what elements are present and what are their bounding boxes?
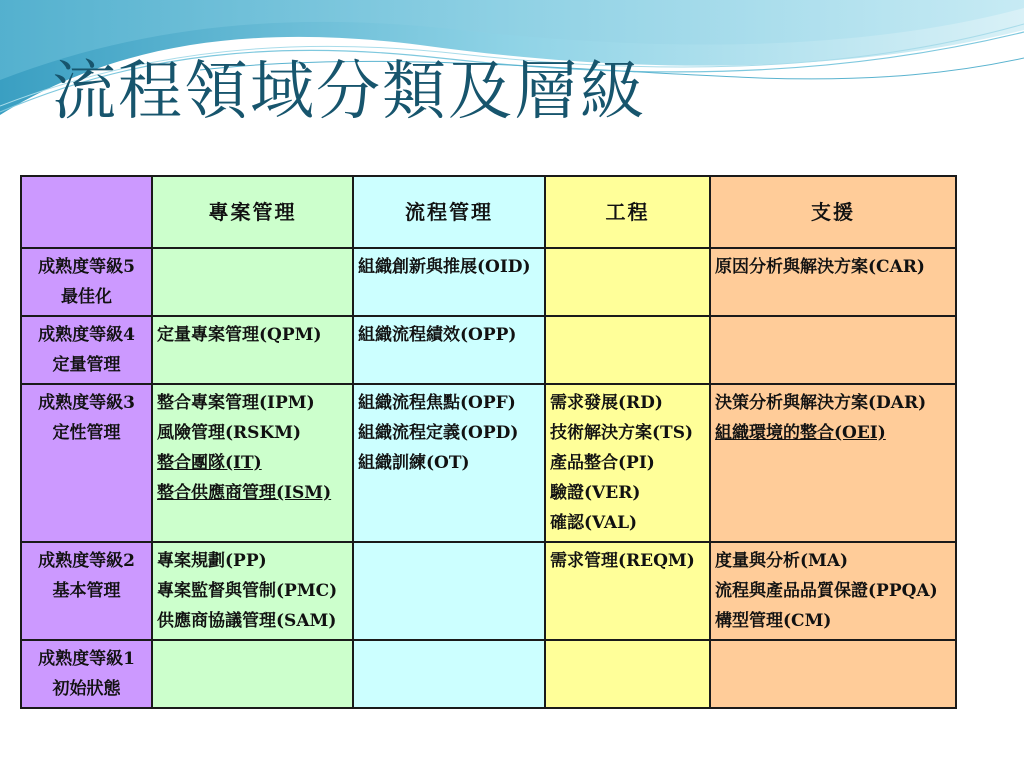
support-cell (710, 384, 956, 542)
process-area-item: 專案規劃(PP) (157, 551, 267, 571)
engineering-cell (545, 640, 710, 708)
header-row (21, 176, 956, 248)
table-row (21, 316, 956, 384)
maturity-level-name: 成熟度等級5 (38, 257, 135, 277)
table-row (21, 542, 956, 640)
header-corner (21, 176, 152, 248)
support-cell (710, 542, 956, 640)
maturity-level-label: 定量管理 (52, 355, 121, 375)
project-management-cell (152, 640, 353, 708)
process-area-item: 整合專案管理(IPM) (157, 393, 315, 413)
process-area-item: 專案監督與管制(PMC) (157, 581, 338, 601)
header-process-management: 流程管理 (353, 176, 545, 248)
process-management-cell (353, 248, 545, 316)
maturity-level-label: 最佳化 (61, 287, 112, 307)
project-management-cell (152, 316, 353, 384)
engineering-cell (545, 384, 710, 542)
process-area-item: 決策分析與解決方案(DAR) (715, 393, 927, 413)
process-area-item: 流程與產品品質保證(PPQA) (715, 581, 938, 601)
table-row (21, 384, 956, 542)
maturity-level-label: 定性管理 (52, 423, 121, 443)
maturity-level-cell (21, 316, 152, 384)
process-area-item: 驗證(VER) (550, 483, 641, 503)
maturity-level-name: 成熟度等級3 (38, 393, 135, 413)
maturity-level-cell (21, 542, 152, 640)
process-area-item: 風險管理(RSKM) (157, 423, 302, 443)
process-area-item: 原因分析與解決方案(CAR) (715, 257, 925, 277)
process-management-cell (353, 384, 545, 542)
support-cell (710, 316, 956, 384)
project-management-cell (152, 248, 353, 316)
process-area-item: 度量與分析(MA) (715, 551, 849, 571)
process-area-item: 整合團隊(IT) (157, 453, 262, 473)
header-engineering: 工程 (545, 176, 710, 248)
maturity-level-cell (21, 248, 152, 316)
process-area-item: 組織訓練(OT) (358, 453, 470, 473)
process-area-item: 定量專案管理(QPM) (157, 325, 322, 345)
engineering-cell (545, 542, 710, 640)
maturity-level-name: 成熟度等級4 (38, 325, 135, 345)
engineering-cell (545, 248, 710, 316)
process-area-item: 組織流程績效(OPP) (358, 325, 517, 345)
process-area-item: 構型管理(CM) (715, 611, 832, 631)
project-management-cell (152, 542, 353, 640)
process-area-item: 需求發展(RD) (550, 393, 663, 413)
process-area-item: 需求管理(REQM) (550, 551, 695, 571)
process-area-item: 供應商協議管理(SAM) (157, 611, 337, 631)
header-support: 支援 (710, 176, 956, 248)
table-row (21, 248, 956, 316)
table-row (21, 640, 956, 708)
maturity-level-label: 基本管理 (52, 581, 121, 601)
process-management-cell (353, 640, 545, 708)
process-area-item: 確認(VAL) (550, 513, 638, 533)
process-management-cell (353, 316, 545, 384)
process-area-item: 組織創新與推展(OID) (358, 257, 531, 277)
maturity-level-cell (21, 384, 152, 542)
process-area-item: 產品整合(PI) (550, 453, 655, 473)
process-area-matrix (20, 175, 957, 709)
slide-title: 流程領域分類及層級 (52, 55, 646, 129)
support-cell (710, 248, 956, 316)
maturity-level-cell (21, 640, 152, 708)
support-cell (710, 640, 956, 708)
maturity-level-label: 初始狀態 (52, 679, 121, 699)
maturity-level-name: 成熟度等級1 (38, 649, 135, 669)
process-area-item: 技術解決方案(TS) (550, 423, 694, 443)
process-management-cell (353, 542, 545, 640)
header-project-management: 專案管理 (152, 176, 353, 248)
process-area-item: 組織流程焦點(OPF) (358, 393, 516, 413)
maturity-level-name: 成熟度等級2 (38, 551, 135, 571)
process-area-item: 組織流程定義(OPD) (358, 423, 519, 443)
engineering-cell (545, 316, 710, 384)
project-management-cell (152, 384, 353, 542)
process-area-item: 整合供應商管理(ISM) (157, 483, 332, 503)
process-area-item: 組織環境的整合(OEI) (715, 423, 886, 443)
